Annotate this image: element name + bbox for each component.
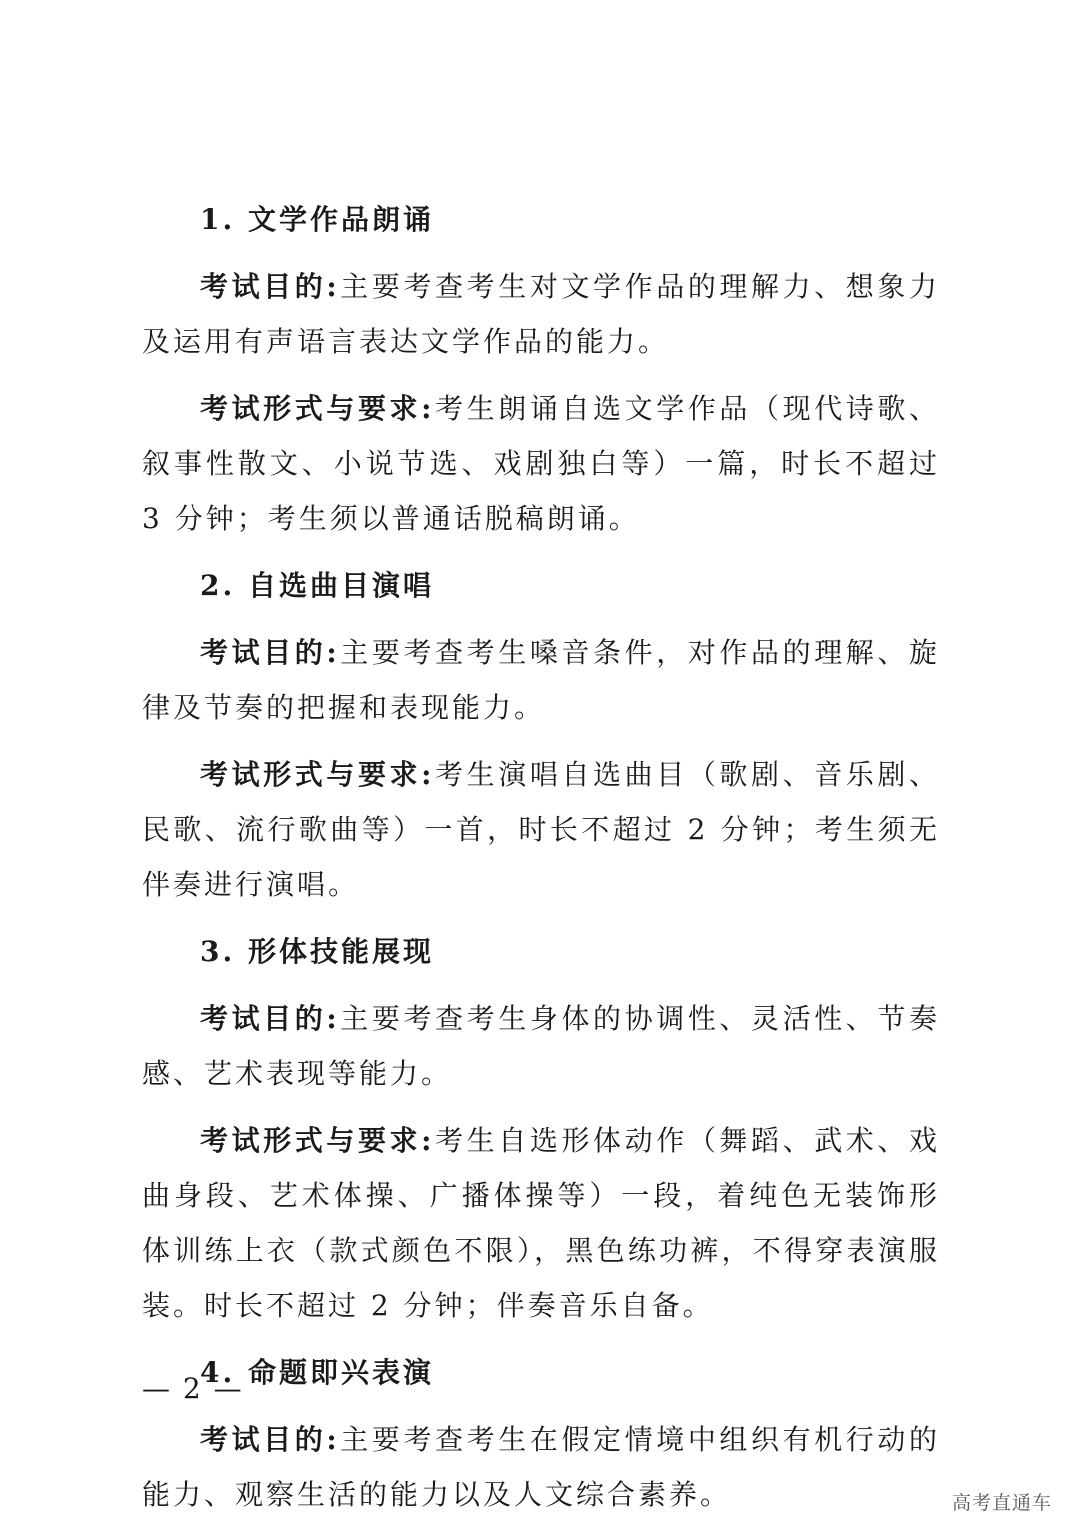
- exam-format-paragraph: [142, 381, 940, 546]
- exam-purpose-label: 考试目的:: [200, 270, 340, 303]
- exam-purpose-text: 主要考查考生在假定情境中组织有机行动的能力、观察生活的能力以及人文综合素养。: [142, 1423, 940, 1511]
- exam-purpose-paragraph: [142, 259, 940, 369]
- exam-purpose-paragraph: [142, 1412, 940, 1522]
- exam-format-text: 考生朗诵自选文学作品（现代诗歌、叙事性散文、小说节选、戏剧独白等）一篇，时长不超过 3 分钟；考生须以普通话脱稿朗诵。: [142, 392, 940, 535]
- section-heading: 4. 命题即兴表演: [200, 1356, 434, 1389]
- exam-format-text: 考生演唱自选曲目（歌剧、音乐剧、民歌、流行歌曲等）一首，时长不超过 2 分钟；考生须无伴奏进行演唱。: [142, 758, 940, 901]
- exam-purpose-label: 考试目的:: [200, 636, 340, 669]
- section-heading: 1. 文学作品朗诵: [200, 203, 434, 236]
- exam-purpose-text: 主要考查考生对文学作品的理解力、想象力及运用有声语言表达文学作品的能力。: [142, 270, 940, 358]
- exam-purpose-paragraph: [142, 991, 940, 1101]
- exam-purpose-label: 考试目的:: [200, 1002, 340, 1035]
- exam-format-paragraph: [142, 1113, 940, 1333]
- exam-format-text: 考生自选形体动作（舞蹈、武术、戏曲身段、艺术体操、广播体操等）一段，着纯色无装饰形体训练上衣（款式颜色不限），黑色练功裤，不得穿表演服装。时长不超过 2 分钟；伴奏音乐自备。: [142, 1124, 940, 1322]
- watermark-text: 高考直通车: [951, 1492, 1052, 1514]
- page-number: — 2 —: [142, 1372, 244, 1405]
- section-heading: 3. 形体技能展现: [200, 935, 434, 968]
- exam-format-label: 考试形式与要求:: [200, 1124, 435, 1157]
- exam-purpose-text: 主要考查考生嗓音条件，对作品的理解、旋律及节奏的把握和表现能力。: [142, 636, 940, 724]
- section-heading: 2. 自选曲目演唱: [200, 569, 434, 602]
- exam-purpose-paragraph: [142, 625, 940, 735]
- exam-format-label: 考试形式与要求:: [200, 758, 435, 791]
- exam-format-label: 考试形式与要求:: [200, 392, 435, 425]
- exam-purpose-text: 主要考查考生身体的协调性、灵活性、节奏感、艺术表现等能力。: [142, 1002, 940, 1090]
- exam-purpose-label: 考试目的:: [200, 1423, 340, 1456]
- document-body: [142, 192, 940, 1522]
- exam-format-paragraph: [142, 747, 940, 912]
